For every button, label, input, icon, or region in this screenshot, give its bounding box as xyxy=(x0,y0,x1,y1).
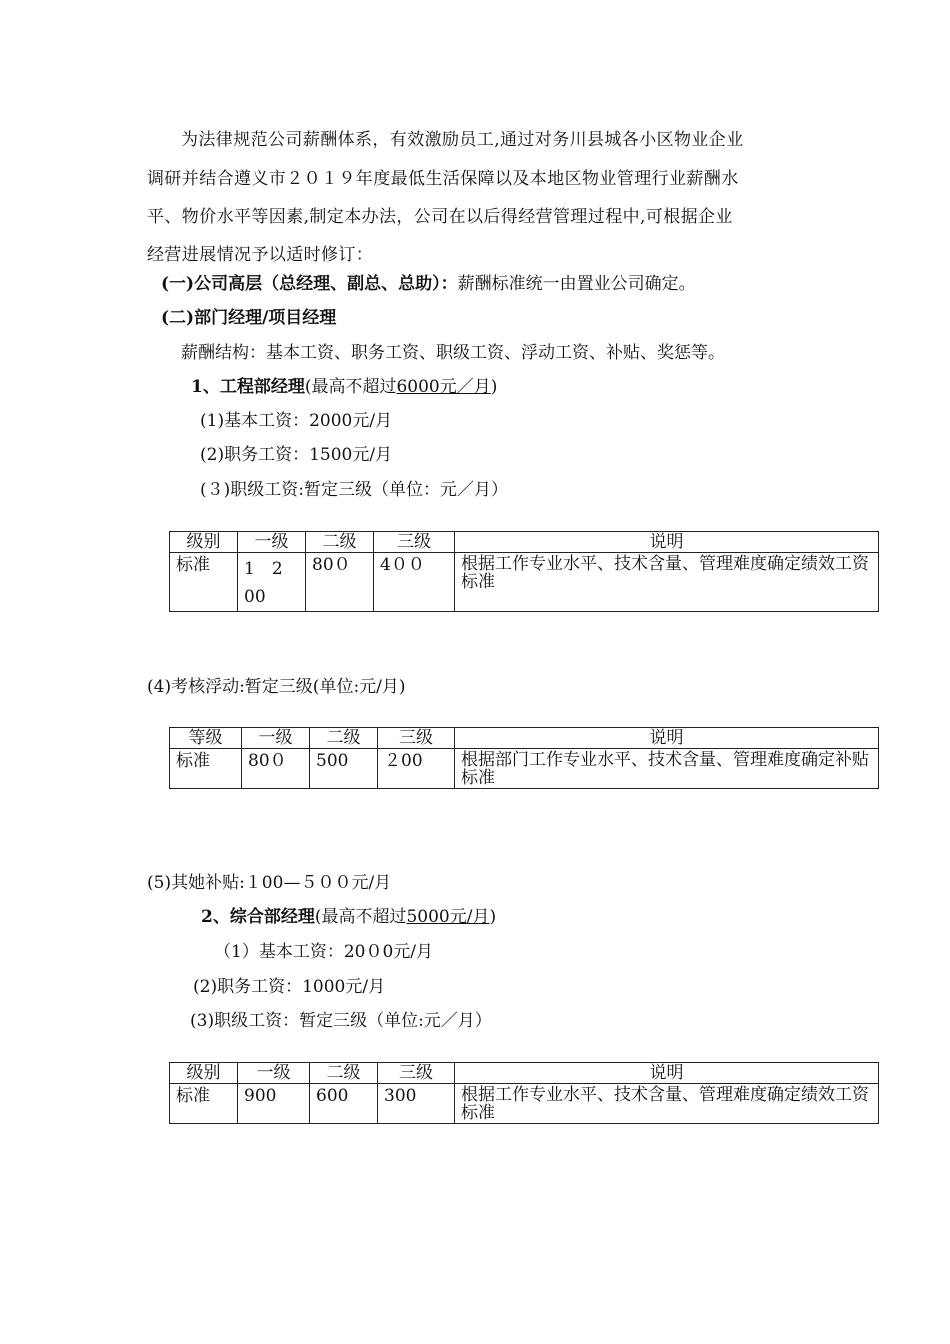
table-header-cell: 二级 xyxy=(310,728,378,749)
rank-salary-table-1 xyxy=(169,531,879,612)
table-header-cell: 等级 xyxy=(170,728,242,749)
table-cell: 900 xyxy=(238,1084,310,1124)
engineering-title: 1、工程部经理 xyxy=(191,377,305,397)
engineering-rank-salary: (３)职级工资:暂定三级（单位：元／月） xyxy=(200,480,508,500)
table-header-cell: 说明 xyxy=(455,532,879,553)
intro-line-3: 平、物价水平等因素,制定本办法，公司在以后得经营管理过程中,可根据企业 xyxy=(147,207,733,227)
general-basic-salary: （1）基本工资：20０0元/月 xyxy=(214,942,433,962)
table-cell-value: 1 2 00 xyxy=(244,559,283,607)
table-cell: 600 xyxy=(310,1084,378,1124)
engineering-cap-suffix: ) xyxy=(490,377,498,397)
table-cell: 500 xyxy=(310,749,378,789)
table-cell: 80０ xyxy=(242,749,310,789)
section-1-heading: (一)公司高层（总经理、副总、总助）： xyxy=(161,274,458,294)
general-manager-title xyxy=(201,907,496,927)
engineering-basic-salary: (1)基本工资：2000元/月 xyxy=(200,411,393,431)
intro-line-2: 调研并结合遵义市２０１９年度最低生活保障以及本地区物业管理行业薪酬水 xyxy=(147,169,739,189)
table-header-cell: 一级 xyxy=(238,532,306,553)
table-row xyxy=(170,553,879,612)
general-cap-value: 5000元/月 xyxy=(406,907,490,927)
table-header-cell: 三级 xyxy=(374,532,455,553)
general-cap-suffix: ) xyxy=(489,907,497,927)
general-duty-salary: (2)职务工资：1000元/月 xyxy=(193,977,386,997)
table-row xyxy=(170,749,879,789)
table-header-cell: 说明 xyxy=(455,1063,879,1084)
table-header-row xyxy=(170,1063,879,1084)
float-salary-table xyxy=(169,727,879,789)
section-1 xyxy=(161,274,696,294)
table-header-cell: 一级 xyxy=(238,1063,310,1084)
table-row-label: 标准 xyxy=(170,749,242,789)
table-row-label: 标准 xyxy=(170,553,238,612)
table-cell: 4００ xyxy=(374,553,455,612)
table-header-cell: 一级 xyxy=(242,728,310,749)
engineering-duty-salary: (2)职务工资：1500元/月 xyxy=(200,445,393,465)
table-header-row xyxy=(170,728,879,749)
table-header-row xyxy=(170,532,879,553)
table-note: 根据工作专业水平、技术含量、管理难度确定绩效工资标准 xyxy=(455,553,879,612)
table-header-cell: 级别 xyxy=(170,1063,238,1084)
general-cap-prefix: (最高不超过 xyxy=(314,907,407,927)
table-note: 根据工作专业水平、技术含量、管理难度确定绩效工资标准 xyxy=(455,1084,879,1124)
engineering-cap-value: 6000元／月 xyxy=(396,377,491,397)
general-title: 2、综合部经理 xyxy=(201,907,315,927)
general-rank-salary: (3)职级工资：暂定三级（单位:元／月） xyxy=(190,1011,492,1031)
table-row-label: 标准 xyxy=(170,1084,238,1124)
other-allowance: (5)其她补贴:１00—５００元/月 xyxy=(147,873,392,893)
intro-line-1: 为法律规范公司薪酬体系，有效激励员工,通过对务川县城各小区物业企业 xyxy=(181,130,744,150)
table-header-cell: 说明 xyxy=(455,728,879,749)
table-header-cell: 二级 xyxy=(310,1063,378,1084)
table-cell: 300 xyxy=(378,1084,455,1124)
section-1-text: 薪酬标准统一由置业公司确定。 xyxy=(457,274,696,294)
section-2-heading: (二)部门经理/项目经理 xyxy=(161,308,337,328)
float-assessment-title: (4)考核浮动:暂定三级(单位:元/月) xyxy=(147,677,406,697)
table-cell: ２00 xyxy=(378,749,455,789)
table-header-cell: 三级 xyxy=(378,728,455,749)
table-header-cell: 二级 xyxy=(306,532,374,553)
table-header-cell: 级别 xyxy=(170,532,238,553)
engineering-manager-title xyxy=(191,377,497,397)
table-row xyxy=(170,1084,879,1124)
engineering-cap-prefix: (最高不超过 xyxy=(304,377,397,397)
salary-structure: 薪酬结构：基本工资、职务工资、职级工资、浮动工资、补贴、奖惩等。 xyxy=(181,343,725,363)
rank-salary-table-2 xyxy=(169,1062,879,1124)
table-cell xyxy=(238,553,306,612)
intro-line-4: 经营进展情况予以适时修订： xyxy=(147,245,374,265)
table-cell: 80０ xyxy=(306,553,374,612)
table-note: 根据部门工作专业水平、技术含量、管理难度确定补贴标准 xyxy=(455,749,879,789)
table-header-cell: 三级 xyxy=(378,1063,455,1084)
